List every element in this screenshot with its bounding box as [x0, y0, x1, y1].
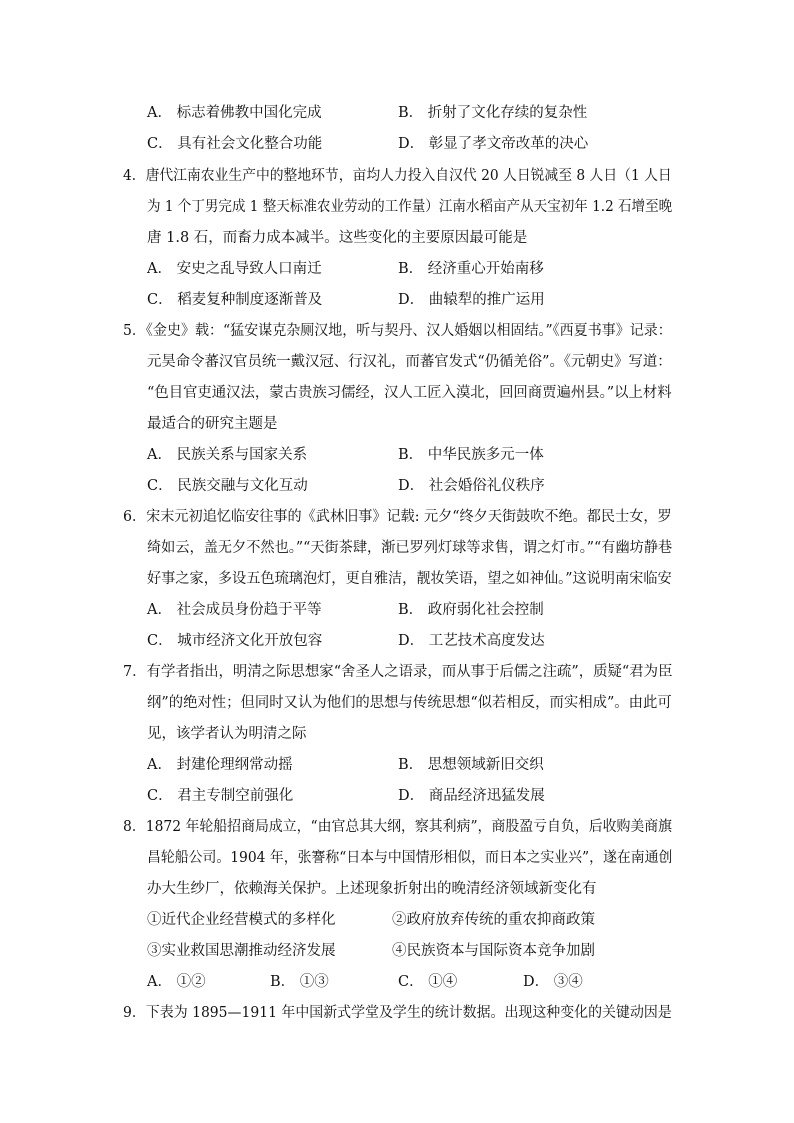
q6-option-c: C． 城市经济文化开放包容 — [147, 633, 323, 649]
q8-statement-2: ②政府放弃传统的重农抑商政策 — [392, 912, 595, 928]
q8-option-c: C． ①④ — [398, 974, 458, 990]
q7-stem-line-2: 纲”的绝对性；但同时又认为他们的思想与传统思想“似若相反，而实相成”。由此可 — [147, 695, 672, 711]
q7-stem-line-1: 7．有学者指出，明清之际思想家“舍圣人之语录，而从事于后儒之注疏”，质疑“君为臣 — [123, 664, 673, 680]
q5-option-a: A． 民族关系与国家关系 — [147, 447, 308, 463]
q4-stem-line-3: 唐 1.8 石，而畜力成本减半。这些变化的主要原因最可能是 — [147, 230, 528, 246]
q5-option-b: B． 中华民族多元一体 — [398, 447, 544, 463]
q8-statement-3: ③实业救国思潮推动经济发展 — [147, 943, 336, 959]
q7-option-c: C． 君主专制空前强化 — [147, 788, 294, 804]
q6-option-b: B． 政府弱化社会控制 — [398, 602, 544, 618]
q8-option-b: B． ①③ — [270, 974, 329, 990]
q4-option-c: C． 稻麦复种制度逐渐普及 — [147, 292, 323, 308]
q5-option-d: D． 社会婚俗礼仪秩序 — [398, 478, 545, 494]
q6-stem-line-3: 好事之家，多设五色琉璃泡灯，更自雅洁，靓妆笑语，望之如神仙。”这说明南宋临安 — [147, 571, 672, 587]
q6-option-a: A． 社会成员身份趋于平等 — [147, 602, 322, 618]
q3-option-a: A． 标志着佛教中国化完成 — [147, 105, 322, 121]
q4-option-a: A． 安史之乱导致人口南迁 — [147, 261, 322, 277]
q8-option-d: D． ③④ — [523, 974, 583, 990]
q7-option-b: B． 思想领域新旧交织 — [398, 757, 544, 773]
q4-stem-line-2: 为 1 个丁男完成 1 整天标准农业劳动的工作量）江南水稻亩产从天宝初年 1.2 石增至晚 — [147, 199, 673, 215]
q7-option-d: D． 商品经济迅猛发展 — [398, 788, 545, 804]
q5-stem-line-2: 元昊命令蕃汉官员统一戴汉冠、行汉礼，而蕃官发式“仍循羌俗”。《元朝史》写道： — [147, 354, 672, 370]
q9-stem-line-1: 9．下表为 1895—1911 年中国新式学堂及学生的统计数据。出现这种变化的关键动因是 — [123, 1005, 672, 1021]
q4-stem-line-1: 4．唐代江南农业生产中的整地环节，亩均人力投入自汉代 20 人日锐减至 8 人日（1 人日 — [123, 168, 672, 184]
q5-stem-line-3: “色目官吏通汉法，蒙古贵族习儒经，汉人工匠入漠北，回回商贾遍州县。”以上材料 — [147, 385, 672, 401]
q5-stem-line-4: 最适合的研究主题是 — [147, 416, 278, 432]
q5-stem-line-1: 5．《金史》载：“猛安谋克杂厕汉地，听与契丹、汉人婚姻以相固结。”《西夏书事》记录： — [123, 323, 672, 339]
q8-stem-line-2: 昌轮船公司。1904 年，张謇称“日本与中国情形相似，而日本之实业兴”，遂在南通创 — [147, 850, 673, 866]
q8-statement-1: ①近代企业经营模式的多样化 — [147, 912, 336, 928]
q8-stem-line-3: 办大生纱厂，依赖海关保护。上述现象折射出的晚清经济领域新变化有 — [147, 881, 597, 897]
q3-option-d: D． 彰显了孝文帝改革的决心 — [398, 136, 589, 152]
q3-option-c: C． 具有社会文化整合功能 — [147, 136, 323, 152]
q4-option-b: B． 经济重心开始南移 — [398, 261, 544, 277]
q6-stem-line-1: 6．宋末元初追忆临安往事的《武林旧事》记载: 元夕“终夕天街鼓吹不绝。都民士女，罗 — [123, 509, 672, 525]
q6-stem-line-2: 绮如云，盖无夕不然也。”“天街茶肆，渐已罗列灯球等求售，谓之灯市。”“有幽坊静巷 — [147, 540, 673, 556]
q8-stem-line-1: 8．1872 年轮船招商局成立，“由官总其大纲，察其利病”，商股盈亏自负，后收购美商旗 — [123, 819, 673, 835]
q8-statement-4: ④民族资本与国际资本竞争加剧 — [392, 943, 595, 959]
q3-option-b: B． 折射了文化存续的复杂性 — [398, 105, 588, 121]
q4-option-d: D． 曲辕犁的推广运用 — [398, 292, 545, 308]
q8-option-a: A． ①② — [147, 974, 206, 990]
q7-option-a: A． 封建伦理纲常动摇 — [147, 757, 293, 773]
q6-option-d: D． 工艺技术高度发达 — [398, 633, 545, 649]
q7-stem-line-3: 见，该学者认为明清之际 — [147, 726, 307, 742]
q5-option-c: C． 民族交融与文化互动 — [147, 478, 308, 494]
